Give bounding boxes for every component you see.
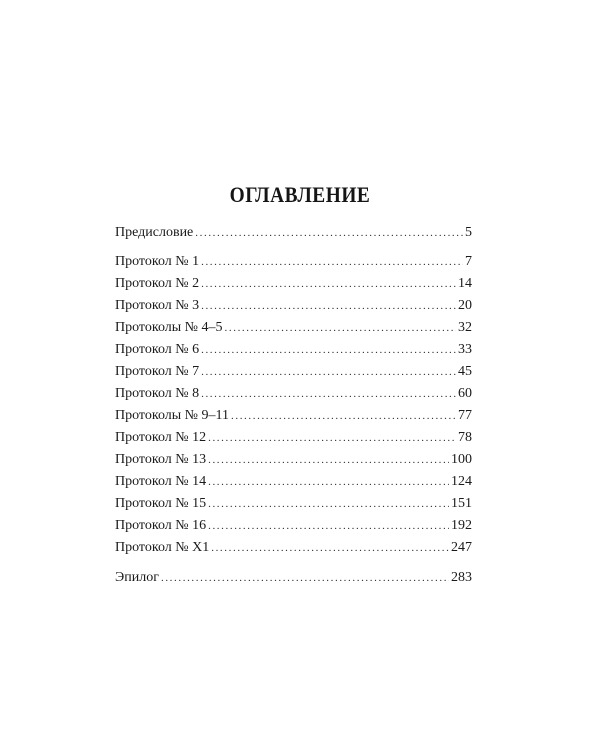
toc-entry-protocol-13	[115, 452, 472, 468]
table-of-contents	[115, 0, 472, 750]
toc-entry-protocol-3	[115, 298, 472, 314]
toc-entry-label: Протокол № 2	[115, 276, 200, 291]
toc-entry-label: Протоколы № 4–5	[115, 320, 223, 335]
toc-entry-page: 192	[451, 518, 472, 533]
toc-entry-label: Протокол № 1	[115, 254, 200, 269]
dot-leader	[231, 408, 456, 424]
toc-entry-protocol-x1	[115, 540, 472, 556]
toc-entry-label: Протокол № Х1	[115, 540, 210, 555]
toc-entry-page: 20	[458, 298, 472, 313]
toc-heading: ОГЛАВЛЕНИЕ	[229, 182, 371, 207]
toc-entry-preface	[115, 225, 472, 241]
toc-entry-page: 5	[465, 225, 472, 240]
toc-entry-page: 77	[458, 408, 472, 423]
toc-entry-label: Протокол № 13	[115, 452, 207, 467]
toc-entry-page: 60	[458, 386, 472, 401]
toc-entry-protocol-16	[115, 518, 472, 534]
toc-entry-page: 247	[451, 540, 472, 555]
dot-leader	[208, 452, 449, 468]
toc-entry-protocol-12	[115, 430, 472, 446]
toc-entry-label: Протокол № 3	[115, 298, 200, 313]
dot-leader	[201, 364, 456, 380]
toc-entry-page: 78	[458, 430, 472, 445]
dot-leader	[201, 342, 456, 358]
dot-leader	[225, 320, 456, 336]
dot-leader	[201, 298, 456, 314]
toc-entry-page: 45	[458, 364, 472, 379]
toc-entry-label: Протокол № 14	[115, 474, 207, 489]
toc-entry-label: Протокол № 8	[115, 386, 200, 401]
dot-leader	[201, 386, 456, 402]
toc-entry-page: 100	[451, 452, 472, 467]
toc-entry-label: Протокол № 15	[115, 496, 207, 511]
toc-entry-protocol-14	[115, 474, 472, 490]
dot-leader	[208, 518, 449, 534]
toc-entry-protocol-7	[115, 364, 472, 380]
toc-entry-protocol-6	[115, 342, 472, 358]
toc-entry-page: 283	[451, 570, 472, 585]
dot-leader	[208, 496, 449, 512]
dot-leader	[161, 570, 449, 586]
toc-entry-label: Предисловие	[115, 225, 194, 240]
toc-entry-label: Протокол № 12	[115, 430, 207, 445]
toc-entry-page: 32	[458, 320, 472, 335]
dot-leader	[201, 276, 456, 292]
toc-entry-protocol-2	[115, 276, 472, 292]
dot-leader	[211, 540, 449, 556]
toc-entry-page: 33	[458, 342, 472, 357]
toc-entry-page: 7	[465, 254, 472, 269]
toc-entry-protocol-15	[115, 496, 472, 512]
toc-entry-label: Протокол № 7	[115, 364, 200, 379]
toc-entry-label: Протоколы № 9–11	[115, 408, 229, 423]
toc-entry-protocols-4-5	[115, 320, 472, 336]
dot-leader	[208, 474, 449, 490]
dot-leader	[208, 430, 456, 446]
toc-entry-label: Протокол № 16	[115, 518, 207, 533]
dot-leader	[201, 254, 463, 270]
toc-entry-label: Протокол № 6	[115, 342, 200, 357]
toc-entry-page: 14	[458, 276, 472, 291]
toc-entry-protocol-1	[115, 254, 472, 270]
dot-leader	[195, 225, 463, 241]
toc-entry-label: Эпилог	[115, 570, 159, 585]
toc-entry-protocols-9-11	[115, 408, 472, 424]
toc-entry-page: 151	[451, 496, 472, 511]
toc-entry-page: 124	[451, 474, 472, 489]
toc-entry-epilogue	[115, 570, 472, 586]
toc-entry-protocol-8	[115, 386, 472, 402]
